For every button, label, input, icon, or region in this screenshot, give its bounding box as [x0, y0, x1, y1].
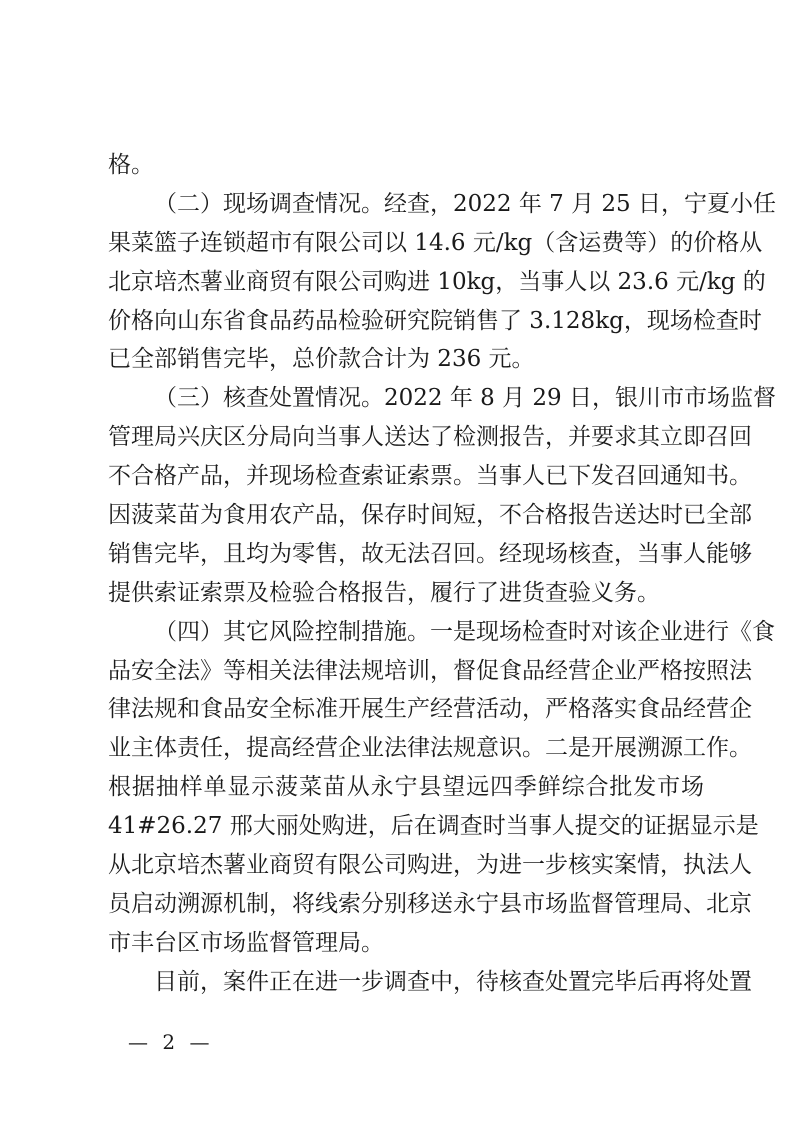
- text-line: 已全部销售完毕，总价款合计为 236 元。: [108, 346, 535, 373]
- text-line: 北京培杰薯业商贸有限公司购进 10kg，当事人以 23.6 元/kg 的: [108, 268, 766, 295]
- text-line: 品安全法》等相关法律法规培训，督促食品经营企业严格按照法: [108, 657, 752, 684]
- text-line: 业主体责任，提高经营企业法律法规意识。二是开展溯源工作。: [108, 735, 752, 762]
- paragraph: [108, 185, 776, 379]
- paragraph: [108, 613, 775, 963]
- text-line: 因菠菜苗为食用农产品，保存时间短，不合格报告送达时已全部: [108, 502, 752, 529]
- text-line: 根据抽样单显示菠菜苗从永宁县望远四季鲜综合批发市场: [108, 774, 704, 801]
- text-line: 41#26.27 邢大丽处购进，后在调查时当事人提交的证据显示是: [108, 813, 759, 840]
- text-line: 从北京培杰薯业商贸有限公司购进，为进一步核实案情，执法人: [108, 852, 752, 879]
- text-line: 管理局兴庆区分局向当事人送达了检测报告，并要求其立即召回: [108, 424, 752, 451]
- text-line: 价格向山东省食品药品检验研究院销售了 3.128kg，现场检查时: [108, 307, 762, 334]
- text-line: （二）现场调查情况。经查，2022 年 7 月 25 日，宁夏小任: [154, 190, 776, 217]
- text-line: 格。: [108, 152, 154, 178]
- text-line: 销售完毕，且均为零售，故无法召回。经现场核查，当事人能够: [108, 540, 752, 567]
- text-line: 不合格产品，并现场检查索证索票。当事人已下发召回通知书。: [108, 463, 752, 490]
- page-number: — 2 —: [128, 1030, 214, 1054]
- paragraph: [108, 963, 752, 1002]
- text-line: （三）核查处置情况。2022 年 8 月 29 日，银川市市场监督: [154, 385, 776, 412]
- paragraph: [108, 379, 776, 612]
- text-line: 果菜篮子连锁超市有限公司以 14.6 元/kg（含运费等）的价格从: [108, 229, 763, 256]
- text-line: 市丰台区市场监督管理局。: [108, 929, 384, 956]
- text-line: 提供索证索票及检验合格报告，履行了进货查验义务。: [108, 579, 660, 606]
- text-line: 目前，案件正在进一步调查中，待核查处置完毕后再将处置: [154, 968, 752, 995]
- text-line: 员启动溯源机制，将线索分别移送永宁县市场监督管理局、北京: [108, 890, 752, 917]
- paragraph: [108, 146, 704, 185]
- document-body: [108, 146, 776, 1002]
- text-line: 律法规和食品安全标准开展生产经营活动，严格落实食品经营企: [108, 696, 752, 723]
- text-line: （四）其它风险控制措施。一是现场检查时对该企业进行《食: [154, 618, 775, 645]
